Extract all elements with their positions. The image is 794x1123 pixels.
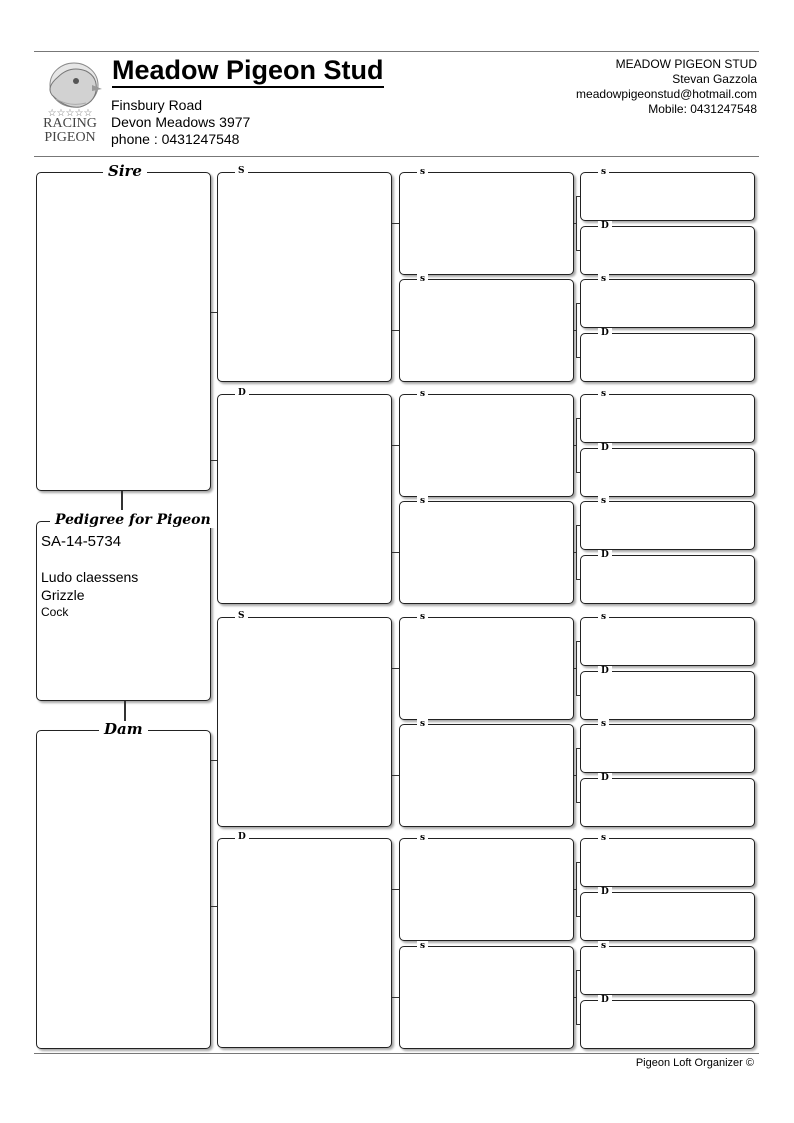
great-great-grandsire-label: s bbox=[598, 719, 609, 729]
great-granddam-label: s bbox=[417, 719, 428, 729]
connector-to-lower bbox=[576, 472, 580, 473]
great-great-grandsire-label: s bbox=[598, 496, 609, 506]
great-great-granddam-label: D bbox=[598, 995, 612, 1005]
great-great-grandparent-box bbox=[580, 838, 755, 887]
sire-label: Sire bbox=[103, 163, 147, 179]
great-great-grandparent-box bbox=[580, 172, 755, 221]
grandparent-to-great-grandparent-line bbox=[392, 223, 399, 224]
great-grandparent-connector-mid bbox=[574, 775, 576, 776]
dam-to-grandsire-line bbox=[211, 760, 217, 761]
footer-text: Pigeon Loft Organizer © bbox=[635, 1057, 754, 1069]
great-grandparent-box bbox=[399, 279, 574, 382]
connector-to-lower bbox=[576, 579, 580, 580]
logo-text-racing: RACING bbox=[43, 116, 97, 131]
great-granddam-label: s bbox=[417, 274, 428, 284]
great-grandparent-connector-mid bbox=[574, 223, 576, 224]
great-grandsire-label: s bbox=[417, 612, 428, 622]
phone-line: phone : 0431247548 bbox=[111, 131, 240, 147]
grandparent-to-great-grandparent-line bbox=[392, 330, 399, 331]
connector-to-lower bbox=[576, 357, 580, 358]
great-grandsire-label: s bbox=[417, 167, 428, 177]
footer-rule bbox=[34, 1053, 759, 1054]
header-top-rule bbox=[34, 51, 759, 52]
pedigree-for-label: Pedigree for Pigeon bbox=[50, 512, 216, 528]
great-grandparent-connector-vertical bbox=[576, 748, 577, 802]
sire-to-granddam-line bbox=[211, 460, 217, 461]
great-great-grandparent-box bbox=[580, 946, 755, 995]
connector-to-lower bbox=[576, 1024, 580, 1025]
great-granddam-label: s bbox=[417, 496, 428, 506]
grandparent-to-great-grandparent-line bbox=[392, 552, 399, 553]
dam-to-granddam-line bbox=[211, 906, 217, 907]
great-great-grandparent-box bbox=[580, 279, 755, 328]
great-grandparent-connector-mid bbox=[574, 668, 576, 669]
grandparent-to-great-grandparent-line bbox=[392, 445, 399, 446]
great-great-grandparent-box bbox=[580, 333, 755, 382]
connector-to-lower bbox=[576, 916, 580, 917]
connector-to-lower bbox=[576, 802, 580, 803]
great-great-grandparent-box bbox=[580, 671, 755, 720]
great-great-grandparent-box bbox=[580, 1000, 755, 1049]
great-great-grandparent-box bbox=[580, 226, 755, 275]
great-great-grandparent-box bbox=[580, 617, 755, 666]
great-grandsire-label: s bbox=[417, 389, 428, 399]
header-bottom-rule bbox=[34, 156, 759, 157]
granddam-label: D bbox=[235, 388, 249, 398]
great-grandparent-connector-mid bbox=[574, 889, 576, 890]
great-great-granddam-label: D bbox=[598, 666, 612, 676]
great-grandparent-connector-mid bbox=[574, 445, 576, 446]
connector-to-lower bbox=[576, 250, 580, 251]
logo-text-pigeon: PIGEON bbox=[44, 130, 96, 145]
right-stud-name: MEADOW PIGEON STUD bbox=[615, 57, 757, 71]
great-great-granddam-label: D bbox=[598, 887, 612, 897]
sire-connector bbox=[121, 491, 123, 510]
great-great-grandparent-box bbox=[580, 892, 755, 941]
right-email: meadowpigeonstud@hotmail.com bbox=[576, 87, 757, 101]
great-great-grandsire-label: s bbox=[598, 941, 609, 951]
great-grandparent-box bbox=[399, 724, 574, 827]
great-grandparent-connector-mid bbox=[574, 330, 576, 331]
pigeon-ring-number: SA-14-5734 bbox=[41, 533, 122, 550]
great-grandparent-connector-vertical bbox=[576, 641, 577, 695]
great-great-granddam-label: D bbox=[598, 773, 612, 783]
pigeon-sex: Cock bbox=[41, 605, 69, 619]
great-great-grandsire-label: s bbox=[598, 167, 609, 177]
great-grandparent-connector-vertical bbox=[576, 525, 577, 579]
great-great-granddam-label: D bbox=[598, 221, 612, 231]
sire-to-grandsire-line bbox=[211, 312, 217, 313]
great-granddam-label: s bbox=[417, 941, 428, 951]
great-great-grandparent-box bbox=[580, 555, 755, 604]
great-grandparent-connector-mid bbox=[574, 552, 576, 553]
great-grandparent-box bbox=[399, 394, 574, 497]
great-grandparent-box bbox=[399, 838, 574, 941]
granddam-label: D bbox=[235, 832, 249, 842]
great-great-grandparent-box bbox=[580, 724, 755, 773]
great-grandparent-connector-vertical bbox=[576, 418, 577, 472]
connector-to-lower bbox=[576, 695, 580, 696]
great-great-grandparent-box bbox=[580, 448, 755, 497]
grandparent-box bbox=[217, 838, 392, 1048]
great-great-grandparent-box bbox=[580, 778, 755, 827]
grandparent-box bbox=[217, 617, 392, 827]
great-grandparent-connector-vertical bbox=[576, 196, 577, 250]
great-great-granddam-label: D bbox=[598, 443, 612, 453]
connector-to-upper bbox=[576, 418, 580, 419]
grandparent-box bbox=[217, 394, 392, 604]
connector-to-upper bbox=[576, 748, 580, 749]
great-grandsire-label: s bbox=[417, 833, 428, 843]
great-great-granddam-label: D bbox=[598, 328, 612, 338]
great-great-grandparent-box bbox=[580, 501, 755, 550]
connector-to-upper bbox=[576, 303, 580, 304]
grandparent-to-great-grandparent-line bbox=[392, 668, 399, 669]
grandparent-to-great-grandparent-line bbox=[392, 775, 399, 776]
great-great-grandsire-label: s bbox=[598, 274, 609, 284]
connector-to-upper bbox=[576, 641, 580, 642]
great-grandparent-box bbox=[399, 172, 574, 275]
stud-title: Meadow Pigeon Stud bbox=[112, 55, 384, 88]
pigeon-colour: Grizzle bbox=[41, 587, 85, 603]
great-great-grandsire-label: s bbox=[598, 833, 609, 843]
right-owner-name: Stevan Gazzola bbox=[672, 72, 757, 86]
great-grandparent-connector-vertical bbox=[576, 862, 577, 916]
great-grandparent-connector-mid bbox=[574, 997, 576, 998]
grandparent-to-great-grandparent-line bbox=[392, 997, 399, 998]
grandparent-to-great-grandparent-line bbox=[392, 889, 399, 890]
great-grandparent-box bbox=[399, 946, 574, 1049]
address-line-2: Devon Meadows 3977 bbox=[111, 114, 251, 130]
great-grandparent-connector-vertical bbox=[576, 970, 577, 1024]
svg-text:☆☆☆☆☆: ☆☆☆☆☆ bbox=[47, 108, 93, 119]
dam-box bbox=[36, 730, 211, 1049]
great-great-grandsire-label: s bbox=[598, 389, 609, 399]
great-great-grandparent-box bbox=[580, 394, 755, 443]
great-great-grandsire-label: s bbox=[598, 612, 609, 622]
right-mobile: Mobile: 0431247548 bbox=[648, 102, 757, 116]
pigeon-strain: Ludo claessens bbox=[41, 569, 139, 585]
great-great-granddam-label: D bbox=[598, 550, 612, 560]
great-grandparent-box bbox=[399, 617, 574, 720]
address-line-1: Finsbury Road bbox=[111, 97, 203, 113]
connector-to-upper bbox=[576, 196, 580, 197]
connector-to-upper bbox=[576, 970, 580, 971]
connector-to-upper bbox=[576, 862, 580, 863]
racing-pigeon-logo bbox=[36, 57, 104, 147]
great-grandparent-box bbox=[399, 501, 574, 604]
grandparent-box bbox=[217, 172, 392, 382]
sire-box bbox=[36, 172, 211, 491]
dam-label: Dam bbox=[99, 721, 148, 737]
grandsire-label: S bbox=[235, 166, 248, 176]
great-grandparent-connector-vertical bbox=[576, 303, 577, 357]
grandsire-label: S bbox=[235, 611, 248, 621]
connector-to-upper bbox=[576, 525, 580, 526]
